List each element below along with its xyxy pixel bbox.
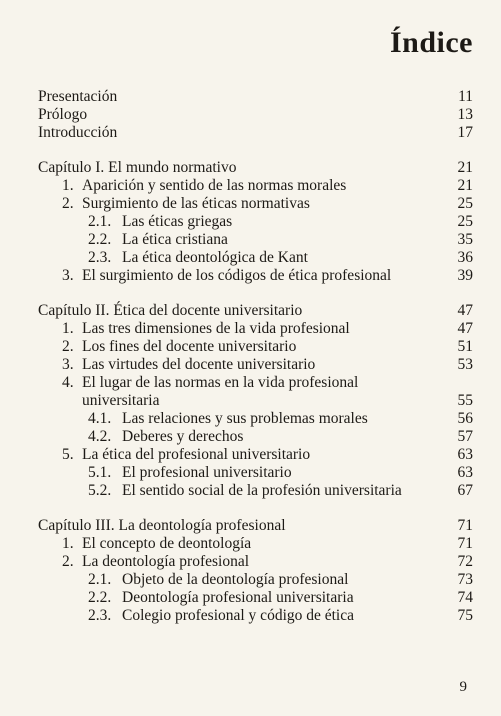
toc-entry: 5.1. El profesional universitario 63 <box>88 464 473 481</box>
table-of-contents <box>38 88 473 625</box>
page-number: 9 <box>459 679 467 695</box>
toc-entry: 4. El lugar de las normas en la vida profesional universitaria 55 <box>62 374 473 409</box>
toc-entry: 2. Surgimiento de las éticas normativas 25 <box>62 195 473 212</box>
toc-entry: 2.3. La ética deontológica de Kant 36 <box>88 249 473 266</box>
toc-entry: 2. Los fines del docente universitario 51 <box>62 338 473 355</box>
toc-entry: 2.3. Colegio profesional y código de ética 75 <box>88 607 473 624</box>
toc-entry: 3. Las virtudes del docente universitario 53 <box>62 356 473 373</box>
chapter-heading: Capítulo III. La deontología profesional 71 <box>38 517 473 534</box>
toc-entry: 1. Las tres dimensiones de la vida profesional 47 <box>62 320 473 337</box>
toc-entry: Presentación 11 <box>38 88 473 105</box>
toc-entry: 1. Aparición y sentido de las normas morales 21 <box>62 177 473 194</box>
toc-entry: 2.2. La ética cristiana 35 <box>88 231 473 248</box>
toc-entry: Introducción 17 <box>38 124 473 141</box>
toc-entry: 4.2. Deberes y derechos 57 <box>88 428 473 445</box>
toc-entry: Prólogo 13 <box>38 106 473 123</box>
toc-entry: 2. La deontología profesional 72 <box>62 553 473 570</box>
toc-entry: 2.1. Objeto de la deontología profesional 73 <box>88 571 473 588</box>
toc-entry: 2.2. Deontología profesional universitaria 74 <box>88 589 473 606</box>
chapter-heading: Capítulo I. El mundo normativo 21 <box>38 159 473 176</box>
toc-entry: 4.1. Las relaciones y sus problemas morales 56 <box>88 410 473 427</box>
toc-entry: 1. El concepto de deontología 71 <box>62 535 473 552</box>
toc-entry: 3. El surgimiento de los códigos de ética profesional 39 <box>62 267 473 284</box>
toc-entry: 5. La ética del profesional universitario 63 <box>62 446 473 463</box>
chapter-heading: Capítulo II. Ética del docente universitario 47 <box>38 302 473 319</box>
toc-entry: 2.1. Las éticas griegas 25 <box>88 213 473 230</box>
toc-entry: 5.2. El sentido social de la profesión universitaria 67 <box>88 482 473 499</box>
page-title: Índice <box>389 26 473 59</box>
